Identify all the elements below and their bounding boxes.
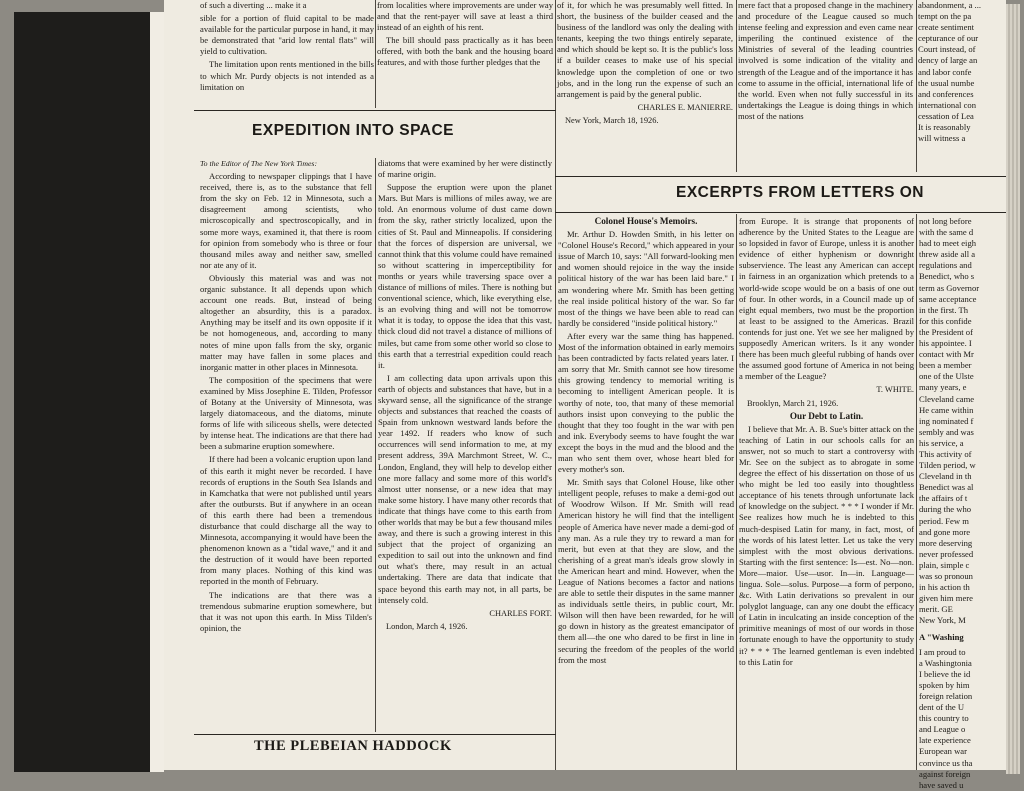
- line-fragment: regulations and: [919, 260, 972, 271]
- line-fragment: his appointee. I: [919, 338, 972, 349]
- line-fragment: European war: [919, 746, 967, 757]
- excerpts-column-3: [919, 216, 1006, 790]
- line-fragment: have saved u: [919, 779, 964, 790]
- headline-plebeian-haddock: THE PLEBEIAN HADDOCK: [254, 738, 452, 754]
- excerpts-column-1: [558, 216, 734, 770]
- line-fragment: Benedict was al: [919, 482, 974, 493]
- section-rule: [194, 110, 556, 111]
- line-fragment: Cleveland in th: [919, 471, 972, 482]
- article-paragraph: I believe that Mr. A. B. Sue's bitter attack on the teaching of Latin in our schools calls for an answer, not so much to start a controversy with Mr. See on the subject as to abrogate in some degree the effect of his dissertation on those of us who might be led too easily into thoughtless acceptance of his tenets through unfortunate lack of knowledge on the subject. * * * I wonder if Mr. See realizes how much he is indebted to this much-despised Latin for many, in fact, most, of the words of his latest letter. Let us take the very simplest with the most obvious derivations. Starting with the first sentence: Is—est. No—non. More—maior. Use—usor. In—in. Language—lingua. Sole—solus. Purpose—a form of perpono, &c. With Latin derivations so prevalent in our polyglot language, can any one doubt the efficacy of Latin in inculcating an inside conception of the primitive meanings of most of our words in those fortunate enough to have the opportunity to study it? * * * The learned gentleman is even indebted to this Latin for: [739, 423, 914, 667]
- line-fragment: merit. GE: [919, 604, 953, 615]
- line-fragment: had to meet eigh: [919, 238, 977, 249]
- column-rule: [916, 0, 917, 172]
- line-fragment: given him mere: [919, 593, 973, 604]
- dateline: To the Editor of The New York Times:: [200, 159, 318, 168]
- top-col3-paragraph: of it, for which he was presumably well fitted. In short, the business of the builder ceased and the business of the landlord was only the dealing with tenants, keeping the two things entirely separate, and which should be kept so. It is the public's loss if a builder ceases to make use of his special knowledge upon the completion of one or two jobs, and in the long run the expense of such an arrangement is paid by the general public.: [557, 0, 733, 99]
- line-fragment: Benedict, who s: [919, 271, 975, 282]
- line-fragment: one of the Ulste: [919, 371, 974, 382]
- line-fragment: never professed: [919, 548, 974, 559]
- article-paragraph: Mr. Arthur D. Howden Smith, in his letter on "Colonel House's Record," which appeared in your issue of March 10, says: "All forward-looking men and women should rejoice in the way the inside political history of the war has been laid bare." I am wondering where Mr. Smith has been getting the real inside political history of the war. So far most of the things we have been able to read can hardly be considered "inside political history.": [558, 229, 734, 328]
- signature: CHARLES FORT.: [489, 608, 552, 618]
- line-fragment: international con: [918, 99, 976, 110]
- newspaper-page: [164, 0, 1006, 790]
- top-col1-paragraph: sible for a portion of fluid capital to be made available for the particular purpose in hand, it may be demonstrated that "arid low rental flats" will yield to cultivation.: [200, 13, 374, 57]
- line-fragment: same acceptance: [919, 293, 977, 304]
- top-col4-paragraph: mere fact that a proposed change in the machinery and procedure of the League caused so much intense feeling and expression and even came near imperiling the continued existence of the Ministries of several of the leading countries involved is some indication of the vitality and strength of the League and of the importance it has come to assume in the official, international life of the world. Even when not fully successful in its undertakings the League is doing things in which most of the nations: [738, 0, 913, 121]
- subheading: Our Debt to Latin.: [789, 410, 864, 421]
- top-column-4: [738, 0, 913, 170]
- line-fragment: ing nominated f: [919, 415, 974, 426]
- line-fragment: this country to: [919, 713, 969, 724]
- excerpts-column-2: [739, 216, 914, 770]
- line-fragment: contact with Mr: [919, 349, 974, 360]
- page-margin-strip: [150, 12, 164, 772]
- column-rule: [916, 214, 917, 770]
- article-paragraph: I am collecting data upon arrivals upon this earth of objects and substances that have, but in a skyward sense, all the significance of the strange objects and substances that reached the coasts of Spain from unknown westward lands before the year 1492. If readers who know of such occurrences will send information to me, at my present address, 39A Marchmont Street, W. C., London, England, they will help to develop either one more fallacy and some more of this world's almost utter nonsense, or a new idea that may make some history. I have many other records that indicate that things have come to this earth from other worlds that may be but a few thousand miles away, and there is such a growing interest in this subject that the project of organizing an expedition to sail out into the unknown and find out what's there, may result in an actual undertaking. There are data that indicate that space beyond this earth may not, in all parts, be intensely cold.: [378, 372, 552, 605]
- dark-border-strip: [14, 12, 150, 772]
- signature: T. WHITE.: [876, 385, 914, 395]
- line-fragment: sembly and was: [919, 426, 974, 437]
- article-paragraph: Suppose the eruption were upon the planet Mars. But Mars is millions of miles away, we are told. An enormous volume of dust came down from the sky, rather strictly localized, upon the cities of St. Paul and Minneapolis. If considering that the forces of dispersion are universal, we cannot think that this volume could have remained so without scattering in imperceptibility for months or years while traversing space over a distance of millions of miles. There is nothing but conventional science, which, like everything else, is an evolving thing and will not be tomorrow what it is today, to oppose the idea that this vast, thick cloud did not travel a distance of millions of miles, but came from some other world so close to this earth that a terrestrial expedition could reach it.: [378, 182, 552, 370]
- line-fragment: create sentiment: [918, 22, 975, 33]
- column-rule: [375, 0, 376, 108]
- letter-date: London, March 4, 1926.: [386, 621, 468, 631]
- article-paragraph: Mr. Smith says that Colonel House, like other intelligent people, refuses to make a demi-god out of Woodrow Wilson. If Mr. Smith will read American history he will find that the intelligent people of America have never made a demi-god of any man. As a rule they try to reward a man for merit, but even at that they are slow, and the cherishing of a great man's ideals grow slowly in the American heart and mind. However, when the League of Nations becomes a factor and nations are able to settle their disputes in the same manner as individuals settle theirs, in public court, Mr. Wilson will then have been rewarded, for he will go down in history as the greatest emancipator of them all—the one who dared to be first in line in securing the freedom of the peoples of the world from the most: [558, 477, 734, 665]
- line-fragment: I believe the id: [919, 668, 971, 679]
- line-fragment: in the first. Th: [919, 304, 969, 315]
- line-fragment: more deserving: [919, 537, 973, 548]
- line-fragment: period. Few m: [919, 515, 969, 526]
- letter-date: Brooklyn, March 21, 1926.: [747, 398, 839, 408]
- stacked-page-edges: [1006, 4, 1020, 774]
- top-col1-fragment: of such a diverting ... make it a: [200, 0, 307, 10]
- line-fragment: Tilden period, w: [919, 460, 976, 471]
- line-fragment: This activity of: [919, 448, 972, 459]
- line-fragment: the affairs of t: [919, 493, 968, 504]
- line-fragment: and conferences: [918, 88, 974, 99]
- line-fragment: convince us tha: [919, 757, 973, 768]
- article-paragraph: Obviously this material was and was not organic substance. It all depends upon which account one reads. But, instead of being altogether an absurdity, this is a paradox. Anything may be itself and its own opposite if it be not homogeneous, and, according to many notes of mine upon falls from the sky, organic matter may have fallen in some places and inorganic matter in other places in Minnesota.: [200, 272, 372, 372]
- line-fragment: term as Governor: [919, 282, 980, 293]
- line-fragment: abandonment, a ...: [918, 0, 982, 10]
- article-paragraph: After every war the same thing has happened. Most of the information obtained in early memoirs has been contradicted by facts related years later. I am sorry that Mr. Smith cannot see how tiresome this growing tendency to memorial writing is becoming to intelligent American people. It is worthy of note, too, that many of these memorial authors insist upon conveying to the public the thought that they too fought in the war with pen and ink. Everybody seems to have fought the war except the boys in the mud and the blood and the man who sent them over, whose heart bled for every mother's son.: [558, 330, 734, 475]
- section-rule: [555, 212, 1006, 213]
- line-fragment: cessation of Lea: [918, 110, 974, 121]
- top-col1-paragraph: The limitation upon rents mentioned in the bills to which Mr. Purdy objects is not intended as a limitation on: [200, 59, 374, 92]
- line-fragment: and League o: [919, 724, 966, 735]
- column-rule: [555, 0, 556, 770]
- article-paragraph: The indications are that there was a tremendous submarine eruption somewhere, but that it was not upon this earth. In Miss Tilden's opinion, the: [200, 589, 372, 633]
- line-fragment: spoken by him: [919, 679, 970, 690]
- line-fragment: a Washingtonia: [919, 657, 972, 668]
- line-fragment: the President of: [919, 326, 973, 337]
- subheading: Colonel House's Memoirs.: [594, 216, 698, 226]
- article-paragraph: If there had been a volcanic eruption upon land of this earth it might never be recorded. I have records of eruptions in the South Sea Islands and in Kamchatka that were not published until years after the outbursts. But if anywhere in an ocean of this earth there had been a tremendous disturbance that could discharge all the way to Minnesota, accompanying it would have been the phenomenon known as a "tidal wave," and it and the destruction of it would have been reported from many places. Nothing of this kind was reported in the month of February.: [200, 454, 372, 587]
- line-fragment: I am proud to: [919, 646, 966, 657]
- letter-date: New York, March 18, 1926.: [565, 115, 659, 125]
- line-fragment: will witness a: [918, 133, 966, 144]
- section-rule: [194, 734, 556, 735]
- article-paragraph: According to newspaper clippings that I have received, there is, as to the substance that fell from the sky on Feb. 12 in Minnesota, such a disagreement among scientists, who microscopically and spectroscopically, and in some more ways, examined it, that there is room for opinion from somebody who is three or four thousand miles away and neither saw, smelled nor ate any of it.: [200, 171, 372, 270]
- line-fragment: not long before: [919, 216, 972, 226]
- column-rule: [736, 0, 737, 172]
- top-column-2: [377, 0, 553, 108]
- line-fragment: the usual numbe: [918, 77, 975, 88]
- line-fragment: dent of the U: [919, 702, 965, 713]
- section-rule: [555, 176, 1006, 177]
- line-fragment: threw aside all a: [919, 249, 976, 260]
- expedition-column-2: [378, 158, 552, 732]
- line-fragment: cepturance of our: [918, 33, 979, 44]
- line-fragment: for this confide: [919, 315, 972, 326]
- line-fragment: during the who: [919, 504, 972, 515]
- subheading-fragment: A "Washing: [919, 632, 964, 643]
- line-fragment: foreign relation: [919, 690, 973, 701]
- line-fragment: his service, a: [919, 437, 964, 448]
- top-column-5: [918, 0, 1006, 170]
- headline-expedition: EXPEDITION INTO SPACE: [252, 122, 454, 139]
- top-col2-paragraph: from localities where improvements are under way and that the rent-payer will save at least a third instead of an eighth of his rent.: [377, 0, 553, 33]
- article-paragraph: from Europe. It is strange that proponents of adherence by the United States to the League are so lopsided in favor of Europe, unless it is another evidence of either hyphenism or downright subservience. The least any American can accept in fairness in an organization which pretends to a world-wide scope would be on a basis of one out of four. In other words, in a Council made up of eight equal members, two must be the proportion at least to be assigned to the Americas. Brazil contends for just one. Yet we see her maligned by supposedly American writers. Is it any wonder there has been much gleeful rubbing of hands over the assumed good fortune of America in not being a member of the League?: [739, 216, 914, 382]
- line-fragment: in his action th: [919, 582, 970, 593]
- line-fragment: plain, simple c: [919, 559, 970, 570]
- expedition-column-1: [200, 158, 372, 728]
- line-fragment: been a member: [919, 360, 972, 371]
- top-column-1: [200, 0, 374, 108]
- line-fragment: and gone more: [919, 526, 971, 537]
- line-fragment: and labor confe: [918, 66, 972, 77]
- line-fragment: was so pronoun: [919, 571, 973, 581]
- line-fragment: many years, e: [919, 382, 967, 393]
- line-fragment: It is reasonably: [918, 122, 971, 133]
- article-paragraph: The composition of the specimens that were examined by Miss Josephine E. Tilden, Professor of Botany at the University of Minnesota, was largely diatomaceous, and the diatoms, minute forms of life with siliceous shells, were detected by intense heat. The indications are that there had been a submarine eruption somewhere.: [200, 374, 372, 452]
- top-col2-paragraph: The bill should pass practically as it has been offered, with both the bank and the housing board features, and with those further pledges that the: [377, 35, 553, 68]
- line-fragment: with the same d: [919, 227, 974, 238]
- top-column-3: [557, 0, 733, 170]
- line-fragment: tempt on the pa: [918, 11, 972, 22]
- column-rule: [375, 158, 376, 732]
- line-fragment: Court instead, of: [918, 44, 976, 55]
- article-paragraph: diatoms that were examined by her were distinctly of marine origin.: [378, 158, 552, 180]
- column-rule: [736, 214, 737, 770]
- line-fragment: dency of large an: [918, 55, 978, 66]
- headline-excerpts: EXCERPTS FROM LETTERS ON: [676, 184, 924, 201]
- line-fragment: He came within: [919, 404, 974, 415]
- line-fragment: Cleveland came: [919, 393, 975, 404]
- line-fragment: late experience: [919, 735, 971, 746]
- line-fragment: New York, M: [919, 615, 966, 626]
- signature: CHARLES E. MANIERRE.: [637, 102, 733, 112]
- line-fragment: against foreign: [919, 768, 971, 779]
